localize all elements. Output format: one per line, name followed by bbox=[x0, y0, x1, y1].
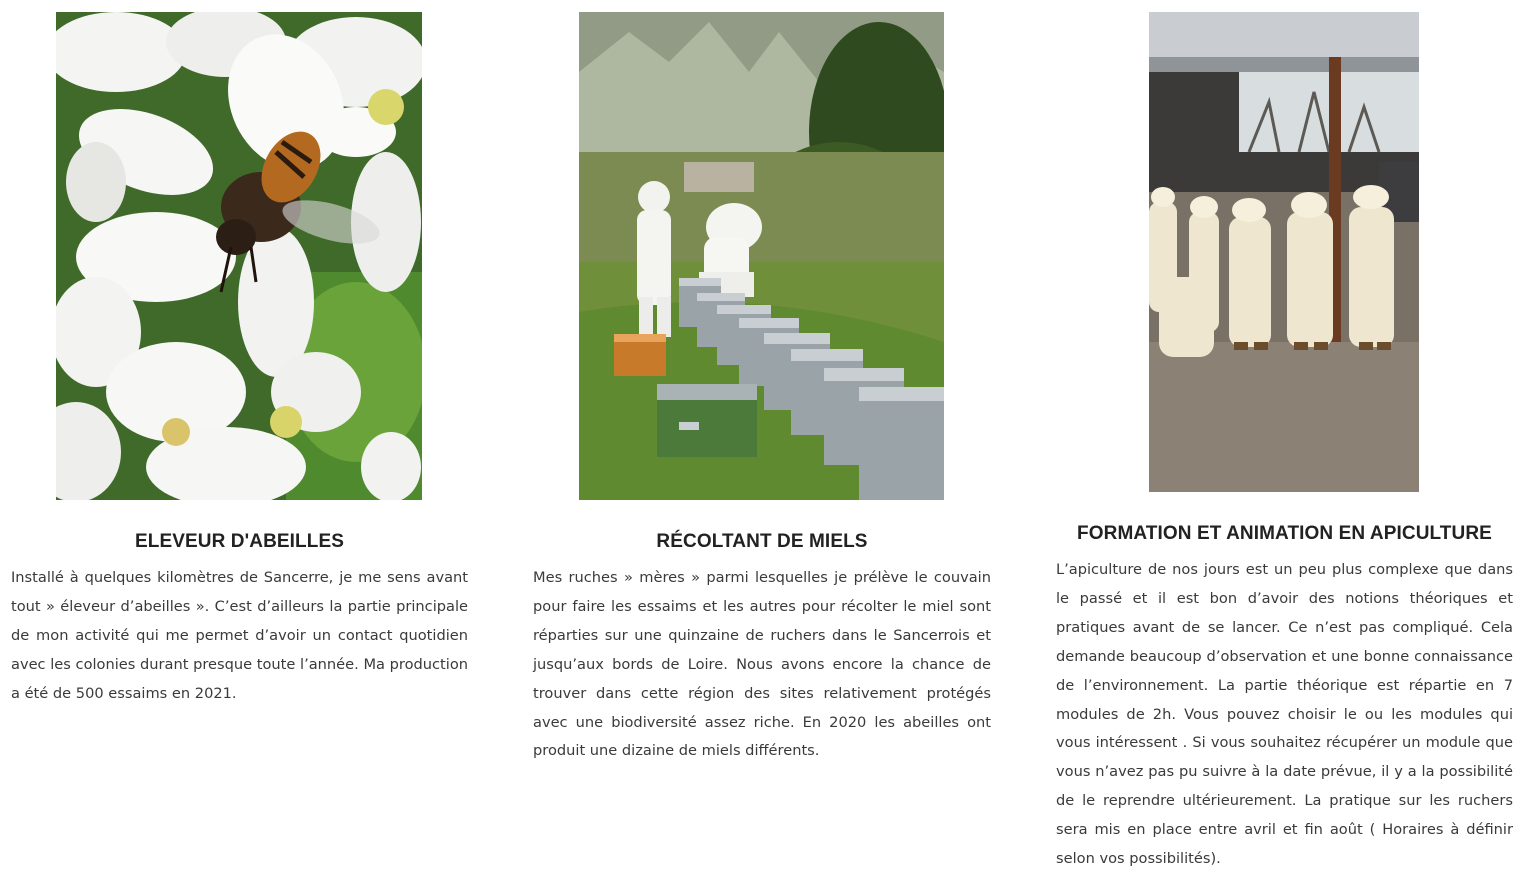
bee-flower-illustration bbox=[56, 12, 422, 500]
section-description: Mes ruches » mères » parmi lesquelles je prélève le couvain pour faire les essaims et les autres pour récolter le miel sont réparties sur une quinzaine de ruchers dans le Sancerrois et jusqu’aux bords de Loire. Nous avons encore la chance de trouver dans cette région des sites relativement protégés avec une biodiversité assez riche. En 2020 les abeilles ont produit une dizaine de miels différents. bbox=[533, 569, 991, 760]
training-group-illustration bbox=[1149, 12, 1419, 492]
section-title: ELEVEUR D'ABEILLES bbox=[134, 531, 344, 552]
bee-on-flower-photo bbox=[56, 12, 422, 500]
section-title: RÉCOLTANT DE MIELS bbox=[656, 531, 868, 552]
section-description: L’apiculture de nos jours est un peu plus complexe que dans le passé et il est bon d’avoir des notions théoriques et pratiques avant de se lancer. Ce n’est pas compliqué. Cela demande beaucoup d’observation et une bonne connaissance de l’environnement. La partie théorique est répartie en 7 modules de 2h. Vous pouvez choisir le ou les modules qui vous intéressent . Si vous souhaitez récupérer un module que vous n’avez pas pu suivre à la date prévue, il y a la possibilité de le reprendre ultérieurement. La pratique sur les ruchers sera mis en place entre avril et fin août ( Horaires à définir selon vos possibilités). bbox=[1056, 561, 1513, 868]
section-title: FORMATION ET ANIMATION EN APICULTURE bbox=[1077, 523, 1492, 544]
hives-photo bbox=[579, 12, 944, 500]
hives-illustration bbox=[579, 12, 944, 500]
training-group-photo bbox=[1149, 12, 1419, 492]
section-description: Installé à quelques kilomètres de Sancerre, je me sens avant tout » éleveur d’abeilles ». C’est d’ailleurs la partie principale de mon activité qui me permet d’avoir un contact quotidien avec les colonies durant presque toute l’année. Ma production a été de 500 essaims en 2021. bbox=[11, 569, 468, 702]
